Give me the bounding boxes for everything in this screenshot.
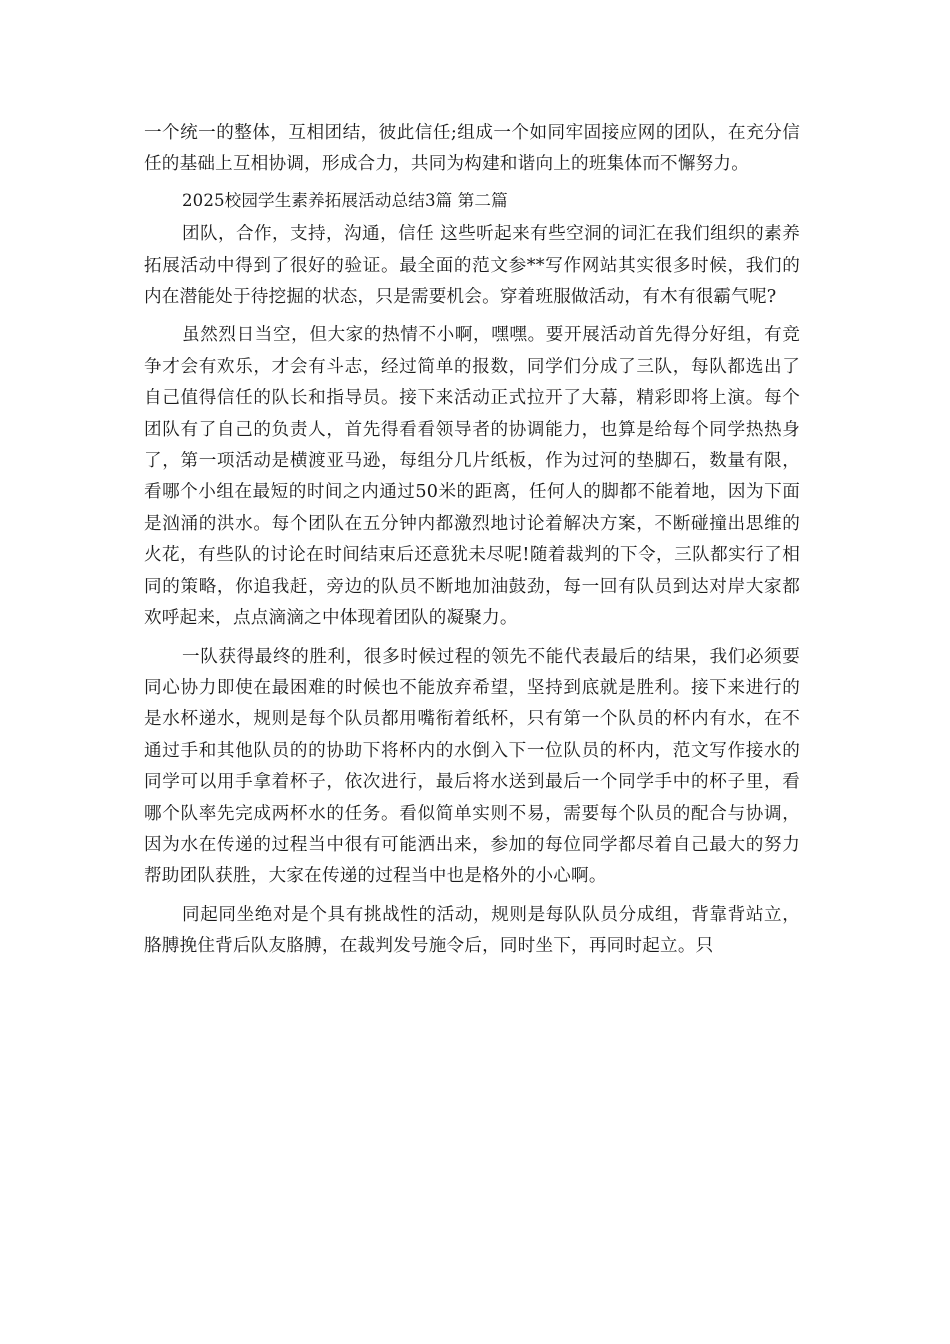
paragraph-2: 虽然烈日当空，但大家的热情不小啊，嘿嘿。要开展活动首先得分好组，有竞争才会有欢乐，才会有斗志，经过简单的报数，同学们分成了三队，每队都选出了自己值得信任的队长和指导员。接下来活动正式拉开了大幕，精彩即将上演。每个团队有了自己的负责人，首先得看看领导者的协调能力，也算是给每个同学热热身了，第一项活动是横渡亚马逊，每组分几片纸板，作为过河的垫脚石，数量有限，看哪个小组在最短的时间之内通过50米的距离，任何人的脚都不能着地，因为下面是汹涌的洪水。每个团队在五分钟内都激烈地讨论着解决方案，不断碰撞出思维的火花，有些队的讨论在时间结束后还意犹未尽呢!随着裁判的下令，三队都实行了相同的策略，你追我赶，旁边的队员不断地加油鼓劲，每一回有队员到达对岸大家都欢呼起来，点点滴滴之中体现着团队的凝聚力。 [144,325,800,629]
section-heading: 2025校园学生素养拓展活动总结3篇 第二篇 [182,190,508,210]
paragraph-3: 一队获得最终的胜利，很多时候过程的领先不能代表最后的结果，我们必须要同心协力即使在最困难的时候也不能放弃希望，坚持到底就是胜利。接下来进行的是水杯递水，规则是每个队员都用嘴衔着纸杯，只有第一个队员的杯内有水，在不通过手和其他队员的的协助下将杯内的水倒入下一位队员的杯内，范文写作接水的同学可以用手拿着杯子，依次进行，最后将水送到最后一个同学手中的杯子里，看哪个队率先完成两杯水的任务。看似简单实则不易，需要每个队员的配合与协调，因为水在传递的过程当中很有可能洒出来，参加的每位同学都尽着自己最大的努力帮助团队获胜，大家在传递的过程当中也是格外的小心啊。 [144,646,800,887]
paragraph-4: 同起同坐绝对是个具有挑战性的活动，规则是每队队员分成组，背靠背站立，胳膊挽住背后队友胳膊，在裁判发号施令后，同时坐下，再同时起立。只 [144,904,800,957]
paragraph-intro-tail: 一个统一的整体，互相团结，彼此信任;组成一个如同牢固接应网的团队，在充分信任的基础上互相协调，形成合力，共同为构建和谐向上的班集体而不懈努力。 [144,123,800,175]
paragraph-1: 团队，合作，支持，沟通，信任 这些听起来有些空洞的词汇在我们组织的素养拓展活动中得到了很好的验证。最全面的范文参**写作网站其实很多时候，我们的内在潜能处于待挖掘的状态，只是需要机会。穿着班服做活动，有木有很霸气呢? [144,224,800,308]
document-page [144,118,800,963]
